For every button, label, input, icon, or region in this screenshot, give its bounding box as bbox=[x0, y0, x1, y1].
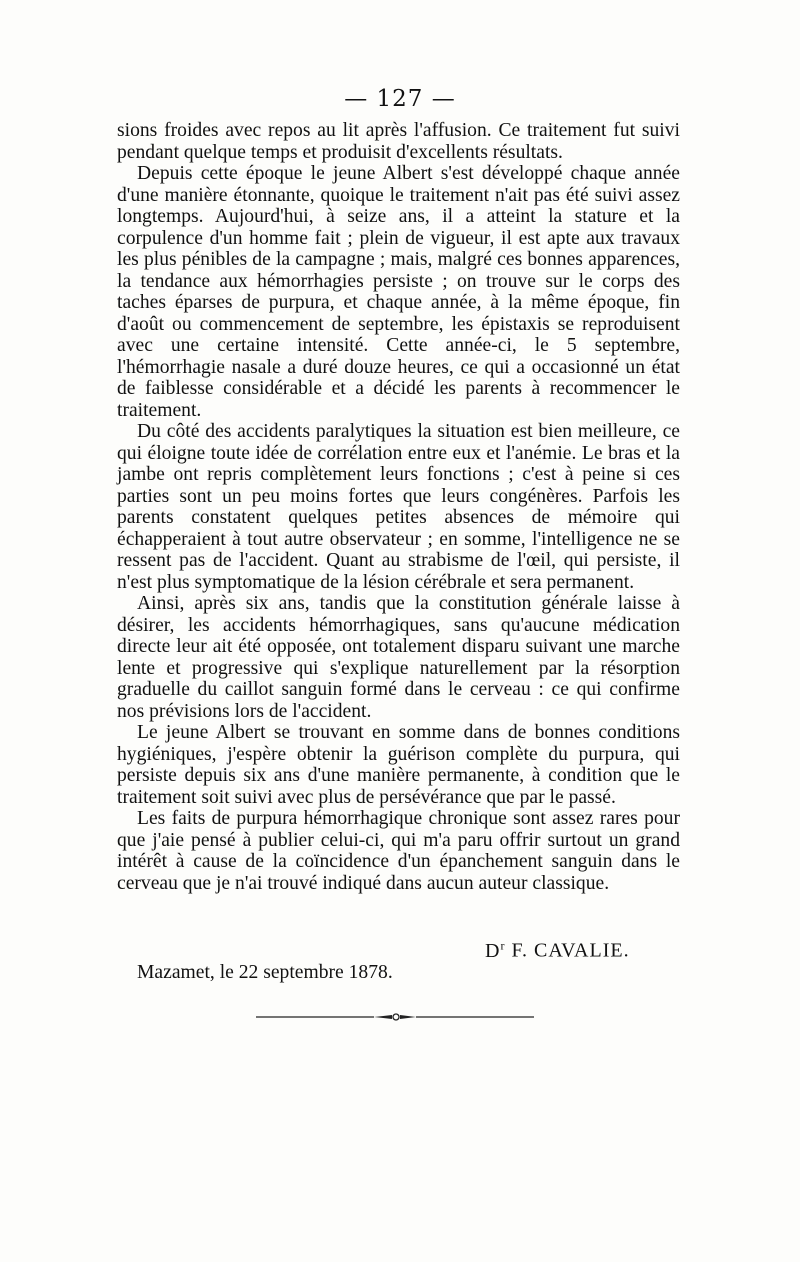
signature-title-sup: r bbox=[500, 938, 506, 952]
signature-name: F. CAVALIE. bbox=[511, 939, 630, 962]
paragraph-5: Le jeune Albert se trouvant en somme dans de bonnes conditions hygiéniques, j'espère obtenir la guérison complète du purpura, qui persiste depuis six ans d'une manière permanente, à condition que le traitement soit suivi avec plus de persévérance que par le passé. bbox=[117, 722, 680, 808]
place-date: Mazamet, le 22 septembre 1878. bbox=[137, 962, 393, 983]
signature-title: $D^r$ bbox=[485, 938, 506, 962]
paragraph-6: Les faits de purpura hémorrhagique chronique sont assez rares pour que j'aie pensé à publier celui-ci, qui m'a paru offrir surtout un grand intérêt à cause de la coïncidence d'un épanchement sanguin dans le cerveau que je n'ai trouvé indiqué dans aucun auteur classique. bbox=[117, 808, 680, 894]
paragraph-2: Depuis cette époque le jeune Albert s'est développé chaque année d'une manière étonnante, quoique le traitement n'ait pas été suivi assez longtemps. Aujourd'hui, à seize ans, il a atteint la stature et la corpulence d'un homme fait ; plein de vigueur, il est apte aux travaux les plus pénibles de la campagne ; mais, malgré ces bonnes apparences, la tendance aux hémorrhagies persiste ; on trouve sur le corps des taches éparses de purpura, et chaque année, à la même époque, fin d'août ou commencement de septembre, les épistaxis se reproduisent avec une certaine intensité. Cette année-ci, le 5 septembre, l'hémorrhagie nasale a duré douze heures, ce qui a occasionné un état de faiblesse considérable et a décidé les parents à recommencer le traitement. bbox=[117, 163, 680, 421]
ornament-divider bbox=[256, 1013, 534, 1021]
paragraph-4: Ainsi, après six ans, tandis que la constitution générale laisse à désirer, les accidents hémorrhagiques, sans qu'aucune médication directe leur ait été opposée, ont totalement disparu suivant une marche lente et progressive qui s'explique naturellement par la résorption graduelle du caillot sanguin formé dans le cerveau : ce qui confirme nos prévisions lors de l'accident. bbox=[117, 593, 680, 722]
paragraph-1: sions froides avec repos au lit après l'affusion. Ce traitement fut suivi pendant quelque temps et produisit d'excellents résultats. bbox=[117, 120, 680, 163]
body-text bbox=[117, 120, 680, 894]
page-number: — 127 — bbox=[344, 86, 456, 112]
signature bbox=[485, 938, 685, 963]
paragraph-3: Du côté des accidents paralytiques la situation est bien meilleure, ce qui éloigne toute idée de corrélation entre eux et l'anémie. Le bras et la jambe ont repris complètement leurs fonctions ; c'est à peine si ces parties sont un peu moins fortes que leurs congénères. Parfois les parents constatent quelques petites absences de mémoire qui échapperaient à tout autre observateur ; en somme, l'intelligence ne se ressent pas de l'accident. Quant au strabisme de l'œil, qui persiste, il n'est plus symptomatique de la lésion cérébrale et sera permanent. bbox=[117, 421, 680, 593]
